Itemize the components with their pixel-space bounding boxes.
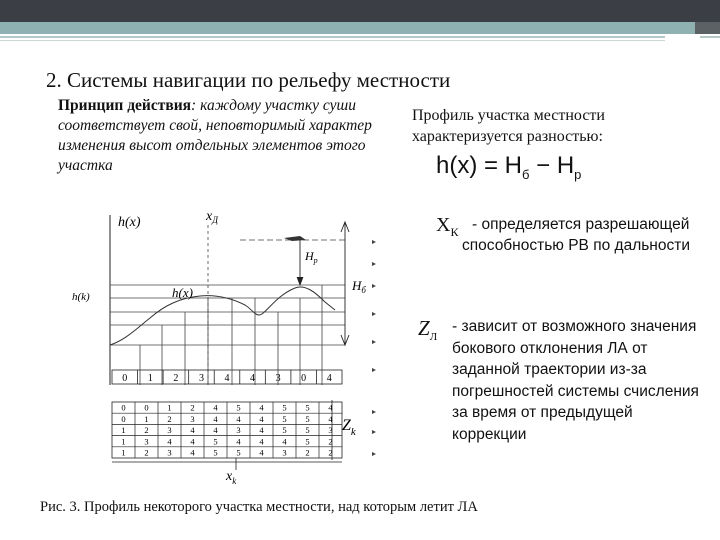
grid-cell: 5 — [282, 402, 287, 413]
grid-cell: 0 — [144, 402, 149, 413]
grid-cell: 4 — [282, 436, 287, 447]
grid-cell: 2 — [328, 436, 333, 447]
grid-cell: 3 — [282, 447, 287, 458]
label-xk: $x_k$ — [226, 469, 237, 486]
principle-heading: Принцип действия — [58, 97, 192, 114]
formula-sub-b: б — [522, 166, 530, 182]
grid-cell: 3 — [167, 447, 172, 458]
grid-cell: 4 — [259, 402, 264, 413]
profile-text: Профиль участка местности характеризуется разностью: — [412, 107, 605, 145]
profile-row-cell: 4 — [326, 373, 332, 384]
grid-cell: 4 — [190, 436, 195, 447]
grid-cell: 3 — [190, 413, 195, 424]
formula-minus: − H — [529, 152, 575, 179]
grid-cell: 5 — [236, 402, 241, 413]
grid-cell: 5 — [213, 447, 218, 458]
label-hx-curve: h(x) — [172, 285, 193, 300]
grid-cell: 3 — [144, 436, 149, 447]
grid-cell: 2 — [167, 413, 172, 424]
grid-cell: 4 — [190, 425, 195, 436]
grid-cell: 5 — [305, 402, 310, 413]
profile-row-cell: 4 — [224, 373, 230, 384]
grid-cell: 1 — [121, 425, 126, 436]
grid-cell: 5 — [305, 425, 310, 436]
xk-description: - определяется разрешающей способностью РВ по дальности — [462, 216, 690, 254]
grid-cell: 5 — [282, 425, 287, 436]
grid-cell: 5 — [236, 447, 241, 458]
formula-left: h(x) = H — [436, 152, 523, 179]
grid-cell: 4 — [328, 402, 333, 413]
label-xd: $x_Д$ — [206, 209, 218, 225]
profile-level-lines — [110, 285, 345, 345]
grid-cell: 4 — [213, 413, 218, 424]
grid-cell: 4 — [259, 425, 264, 436]
grid-cell: 2 — [190, 402, 195, 413]
grid-cell: 4 — [259, 436, 264, 447]
terrain-curve — [110, 287, 335, 345]
label-hb: $H_б$ — [352, 278, 366, 295]
grid-cell: 2 — [144, 447, 149, 458]
grid-cell: 5 — [305, 413, 310, 424]
profile-row-cell: 3 — [198, 373, 204, 384]
right-edge-marks — [372, 240, 376, 372]
profile-row-cell: 3 — [275, 373, 281, 384]
label-zk: $Z_k$ — [342, 417, 356, 438]
elevation-grid-cells — [112, 402, 342, 458]
label-hk: h(k) — [72, 291, 90, 303]
label-hx-axis: h(x) — [118, 215, 141, 230]
profile-row-cell: 2 — [173, 373, 179, 384]
grid-cell: 2 — [144, 425, 149, 436]
grid-cell: 4 — [167, 436, 172, 447]
grid-cell: 1 — [144, 413, 149, 424]
grid-cell: 4 — [328, 413, 333, 424]
xk-symbol-main: X — [436, 214, 451, 236]
xk-symbol-sub: К — [450, 225, 459, 239]
profile-row-cell: 4 — [250, 373, 256, 384]
formula-sub-r: р — [574, 166, 582, 182]
grid-cell: 4 — [236, 436, 241, 447]
grid-cell: 1 — [167, 402, 172, 413]
principle-text: : каждому участку суши соответствует свой, неповторимый характер изменения высот отдельных элементов этого участка — [58, 97, 372, 174]
profile-row-cell: 0 — [122, 373, 128, 384]
figure-caption: Рис. 3. Профиль некоторого участка местности, над которым летит ЛА — [40, 499, 478, 515]
profile-row-cell: 1 — [147, 373, 153, 384]
grid-cell: 3 — [328, 425, 333, 436]
grid-cell: 2 — [328, 447, 333, 458]
grid-cell: 5 — [282, 413, 287, 424]
grid-cell: 3 — [236, 425, 241, 436]
slide-title: 2. Системы навигации по рельефу местности — [46, 68, 451, 92]
grid-cell: 1 — [121, 447, 126, 458]
zl-description: - зависит от возможного значения бокового отклонения ЛА от заданной траектории из-за погрешностей системы счисления за время от предыдущей коррекции — [452, 318, 699, 443]
profile-row-cell: 0 — [301, 373, 307, 384]
grid-cell: 4 — [259, 413, 264, 424]
grid-cell: 0 — [121, 402, 126, 413]
table-edge-marks — [372, 410, 376, 456]
zl-symbol-main: Z — [418, 316, 430, 340]
grid-cell: 4 — [236, 413, 241, 424]
grid-cell: 4 — [213, 425, 218, 436]
grid-cell: 5 — [305, 436, 310, 447]
profile-row-cells — [122, 370, 331, 384]
grid-cell: 4 — [259, 447, 264, 458]
grid-cell: 3 — [167, 425, 172, 436]
grid-cell: 5 — [213, 436, 218, 447]
zl-symbol-sub: Л — [429, 331, 438, 344]
label-hp: $H_р$ — [305, 249, 318, 265]
grid-cell: 2 — [305, 447, 310, 458]
grid-cell: 1 — [121, 436, 126, 447]
grid-cell: 4 — [190, 447, 195, 458]
grid-cell: 4 — [213, 402, 218, 413]
grid-cell: 0 — [121, 413, 126, 424]
